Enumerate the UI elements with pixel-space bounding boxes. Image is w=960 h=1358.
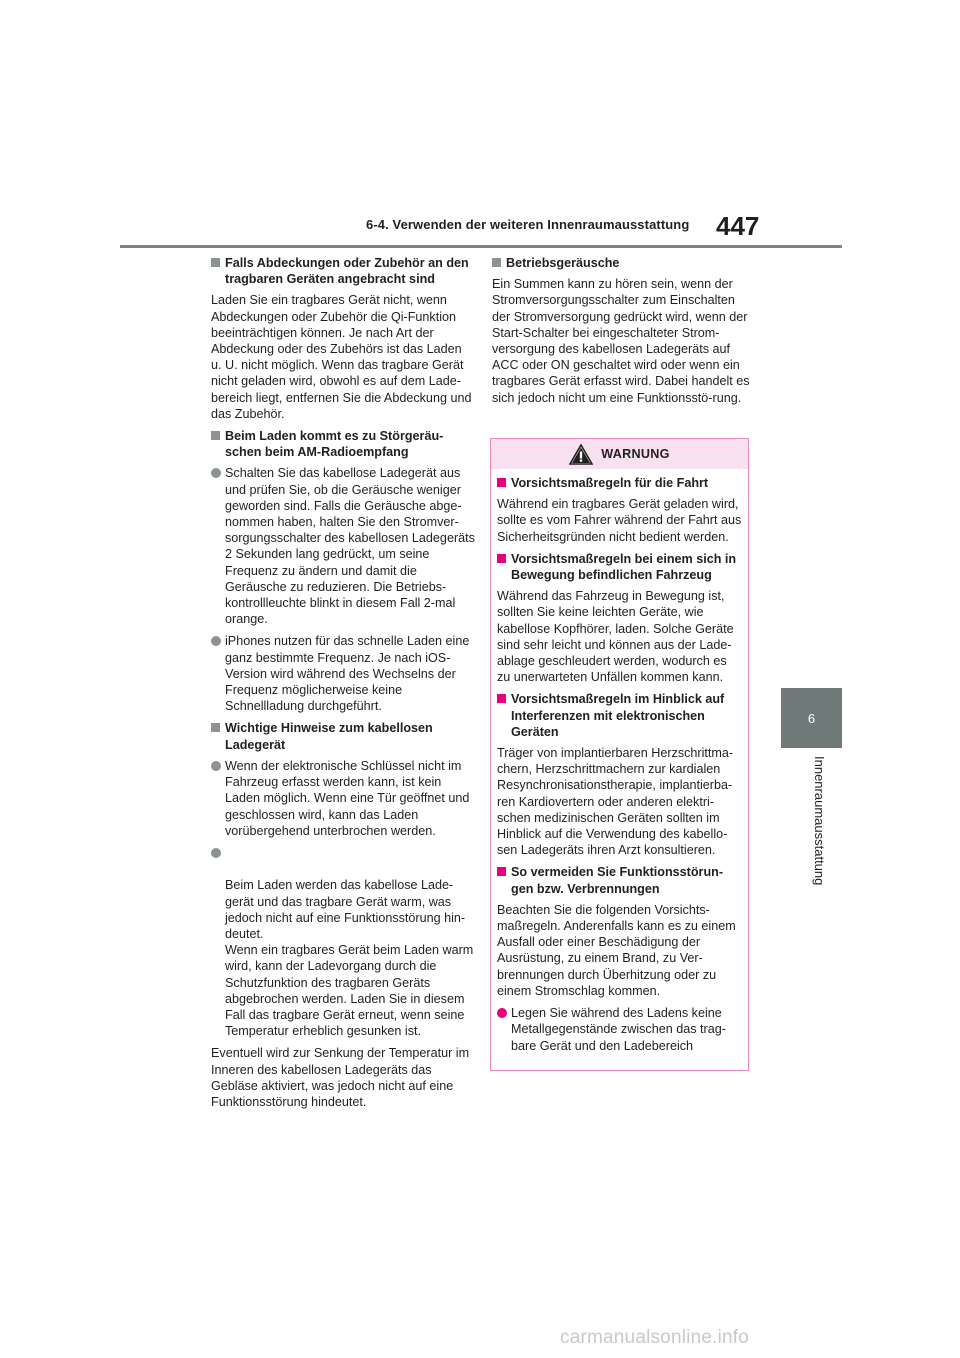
section-heading: Beim Laden kommt es zu Störgeräu-schen beim AM-Radioempfang: [211, 428, 475, 460]
warning-body: [491, 469, 748, 1054]
warning-heading: Vorsichtsmaßregeln für die Fahrt: [497, 475, 742, 491]
section-title: 6-4. Verwenden der weiteren Innenraumausstattung: [366, 217, 690, 232]
paragraph: Ein Summen kann zu hören sein, wenn der Stromversorgungsschalter zum Einschalten der Stromversorgung gedrückt wird, wenn der Start-Schalter bei eingeschalteter Strom-versorgung des kabellosen Ladegeräts auf ACC oder ON geschaltet wird oder wenn ein tragbares Gerät erfasst wird. Dabei handelt es sich jedoch nicht um eine Funktionsstö-rung.: [492, 277, 750, 405]
left-column: [211, 255, 475, 1116]
paragraph: Beachten Sie die folgenden Vorsichts-maßregeln. Anderenfalls kann es zu einem Ausfall oder einer Beschädigung der Ausrüstung, zu einem Brand, zu Ver-brennungen durch Überhitzung oder zu einem Stromschlag kommen.: [497, 902, 736, 998]
list-item: Beim Laden werden das kabellose Lade-gerät und das tragbare Gerät warm, was jedoch nicht auf eine Funktionsstörung hin-deutet. Wenn ein tragbares Gerät beim Laden warm wird, kann der Ladevorgang durch die Schutzfunktion des tragbaren Geräts abgebrochen werden. Laden Sie in diesem Fall das tragbare Gerät erneut, wenn seine Temperatur erheblich gesunken ist.: [211, 845, 475, 1039]
warning-triangle-icon: [569, 444, 593, 465]
circle-bullet-icon: [497, 1008, 507, 1018]
list-item: Schalten Sie das kabellose Ladegerät aus und prüfen Sie, ob die Geräusche weniger geworden sind. Falls die Geräusche abge-nommen haben, halten Sie den Stromver-sorgungsschalter des kabellosen Ladegeräts 2 Sekunden lang gedrückt, um seine Frequenz zu ändern und damit die Geräusche zu reduzieren. Die Betriebs-kontrollleuchte blinkt in diesem Fall 2-mal orange.: [211, 465, 475, 627]
warning-title: WARNUNG: [601, 447, 670, 461]
circle-bullet-icon: [211, 468, 221, 478]
square-bullet-icon: [497, 867, 506, 876]
warning-header: [491, 439, 748, 469]
list-item: iPhones nutzen für das schnelle Laden eine ganz bestimmte Frequenz. Je nach iOS-Version wird während des Wechselns der Frequenz möglicherweise keine Schnellladung durchgeführt.: [211, 633, 475, 714]
footer-watermark: carmanualsonline.info: [560, 1327, 750, 1348]
square-bullet-icon: [211, 431, 220, 440]
header-rule: [120, 245, 842, 248]
square-bullet-icon: [211, 723, 220, 732]
paragraph: Eventuell wird zur Senkung der Temperatur im Inneren des kabellosen Ladegeräts das Gebläse aktiviert, was jedoch nicht auf eine Funktionsstörung hindeutet.: [211, 1046, 470, 1109]
square-bullet-icon: [211, 258, 220, 267]
section-heading: Falls Abdeckungen oder Zubehör an den tragbaren Geräten angebracht sind: [211, 255, 475, 287]
warning-heading: Vorsichtsmaßregeln bei einem sich in Bewegung befindlichen Fahrzeug: [497, 551, 742, 583]
list-item: Legen Sie während des Ladens keine Metallgegenstände zwischen das trag-bare Gerät und den Ladebereich: [497, 1005, 742, 1054]
chapter-tab[interactable]: [781, 688, 842, 748]
warning-heading: Vorsichtsmaßregeln im Hinblick auf Interferenzen mit elektronischen Geräten: [497, 691, 742, 740]
square-bullet-icon: [497, 694, 506, 703]
section-heading: Betriebsgeräusche: [492, 255, 750, 271]
square-bullet-icon: [492, 258, 501, 267]
warning-heading: So vermeiden Sie Funktionsstörun-gen bzw. Verbrennungen: [497, 864, 742, 896]
list-item: Wenn der elektronische Schlüssel nicht im Fahrzeug erfasst werden kann, ist kein Laden möglich. Wenn eine Tür geöffnet und geschlossen wird, kann das Laden vorübergehend unterbrochen werden.: [211, 758, 475, 839]
paragraph: Während das Fahrzeug in Bewegung ist, sollten Sie keine leichten Geräte, wie kabellose Kopfhörer, laden. Solche Geräte sind sehr leicht und können aus der Lade-ablage geschleudert werden, wodurch es zu unerwarteten Unfällen kommen kann.: [497, 589, 734, 685]
page-number: 447: [716, 211, 760, 241]
circle-bullet-icon: [211, 636, 221, 646]
warning-box: [490, 438, 749, 1071]
square-bullet-icon: [497, 478, 506, 487]
chapter-number: 6: [807, 710, 816, 726]
right-column: [492, 255, 750, 412]
paragraph: Laden Sie ein tragbares Gerät nicht, wenn Abdeckungen oder Zubehör die Qi-Funktion beeinträchtigen können. Je nach Art der Abdeckung oder des Zubehörs ist das Laden u. U. nicht möglich. Wenn das tragbare Gerät nicht geladen wird, obwohl es auf dem Lade-bereich liegt, entfernen Sie die Abdeckung und das Zubehör.: [211, 293, 472, 421]
paragraph: Träger von implantierbaren Herzschrittma-chern, Herzschrittmachern zur kardialen Resynchronisationstherapie, implantierba-ren Kardiovertern oder anderen elektri-schen medizinischen Geräten sollten im Hinblick auf die Verwendung des kabello-sen Ladegeräts ihren Arzt konsultieren.: [497, 746, 734, 858]
paragraph: Während ein tragbares Gerät geladen wird, sollte es vom Fahrer während der Fahrt aus Sicherheitsgründen nicht bedient werden.: [497, 497, 742, 544]
circle-bullet-icon: [211, 848, 221, 858]
square-bullet-icon: [497, 554, 506, 563]
chapter-label: Innenraumausstattung: [812, 756, 827, 886]
circle-bullet-icon: [211, 761, 221, 771]
section-heading: Wichtige Hinweise zum kabellosen Ladegerät: [211, 720, 475, 752]
